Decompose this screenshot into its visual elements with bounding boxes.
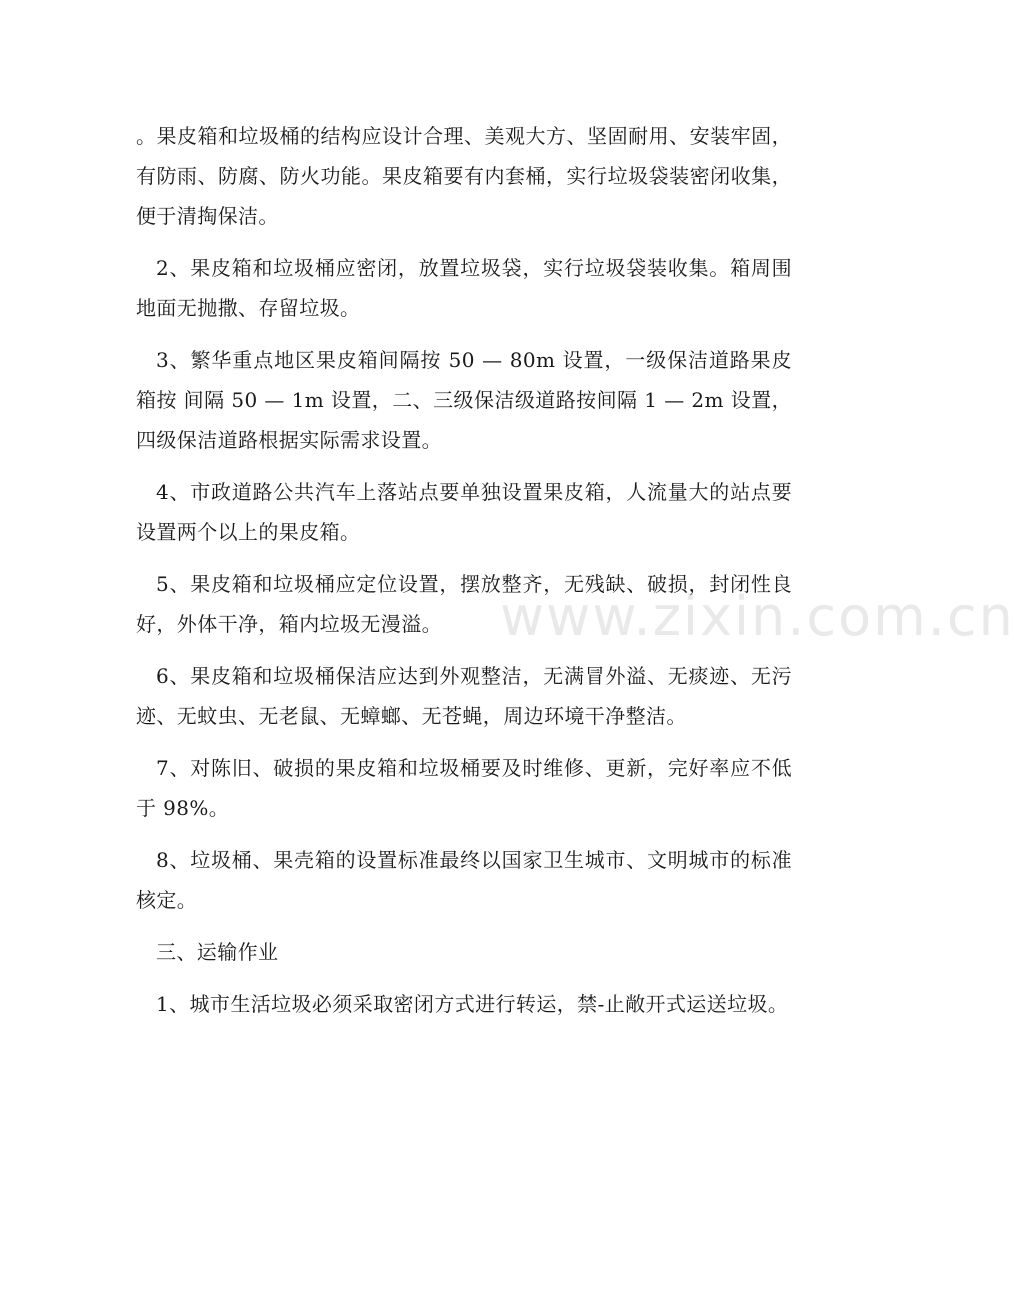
section-heading: 三、运输作业 — [156, 940, 279, 964]
watermark: www.zixin.com.cn — [500, 585, 1015, 648]
paragraph-6: 6、果皮箱和垃圾桶保洁应达到外观整洁，无满冒外溢、无痰迹、无污迹、无蚊虫、无老鼠、无蟑螂、无苍蝇，周边环境干净整洁。 — [136, 664, 792, 728]
paragraph-1: 。果皮箱和垃圾桶的结构应设计合理、美观大方、坚固耐用、安装牢固，有防雨、防腐、防火功能。果皮箱要有内套桶，实行垃圾袋装密闭收集，便于清掏保洁。 — [136, 124, 792, 228]
paragraph-2: 2、果皮箱和垃圾桶应密闭，放置垃圾袋，实行垃圾袋装收集。箱周围地面无抛撒、存留垃圾。 — [136, 256, 792, 320]
paragraph-9: 1、城市生活垃圾必须采取密闭方式进行转运，禁-止敞开式运送垃圾。 — [156, 992, 789, 1016]
document-body — [136, 116, 792, 1036]
paragraph-4: 4、市政道路公共汽车上落站点要单独设置果皮箱，人流量大的站点要设置两个以上的果皮箱。 — [136, 480, 792, 544]
paragraph-8: 8、垃圾桶、果壳箱的设置标准最终以国家卫生城市、文明城市的标准核定。 — [136, 848, 792, 912]
paragraph-5: 5、果皮箱和垃圾桶应定位设置，摆放整齐，无残缺、破损，封闭性良好，外体干净，箱内垃圾无漫溢。 — [136, 572, 792, 636]
paragraph-3: 3、繁华重点地区果皮箱间隔按 50 — 80m 设置，一级保洁道路果皮箱按 间隔 50 — 1m 设置，二、三级保洁级道路按间隔 1 — 2m 设置，四级保洁道路根据实际需求设置。 — [136, 348, 792, 452]
paragraph-7: 7、对陈旧、破损的果皮箱和垃圾桶要及时维修、更新，完好率应不低于 98%。 — [136, 756, 792, 820]
